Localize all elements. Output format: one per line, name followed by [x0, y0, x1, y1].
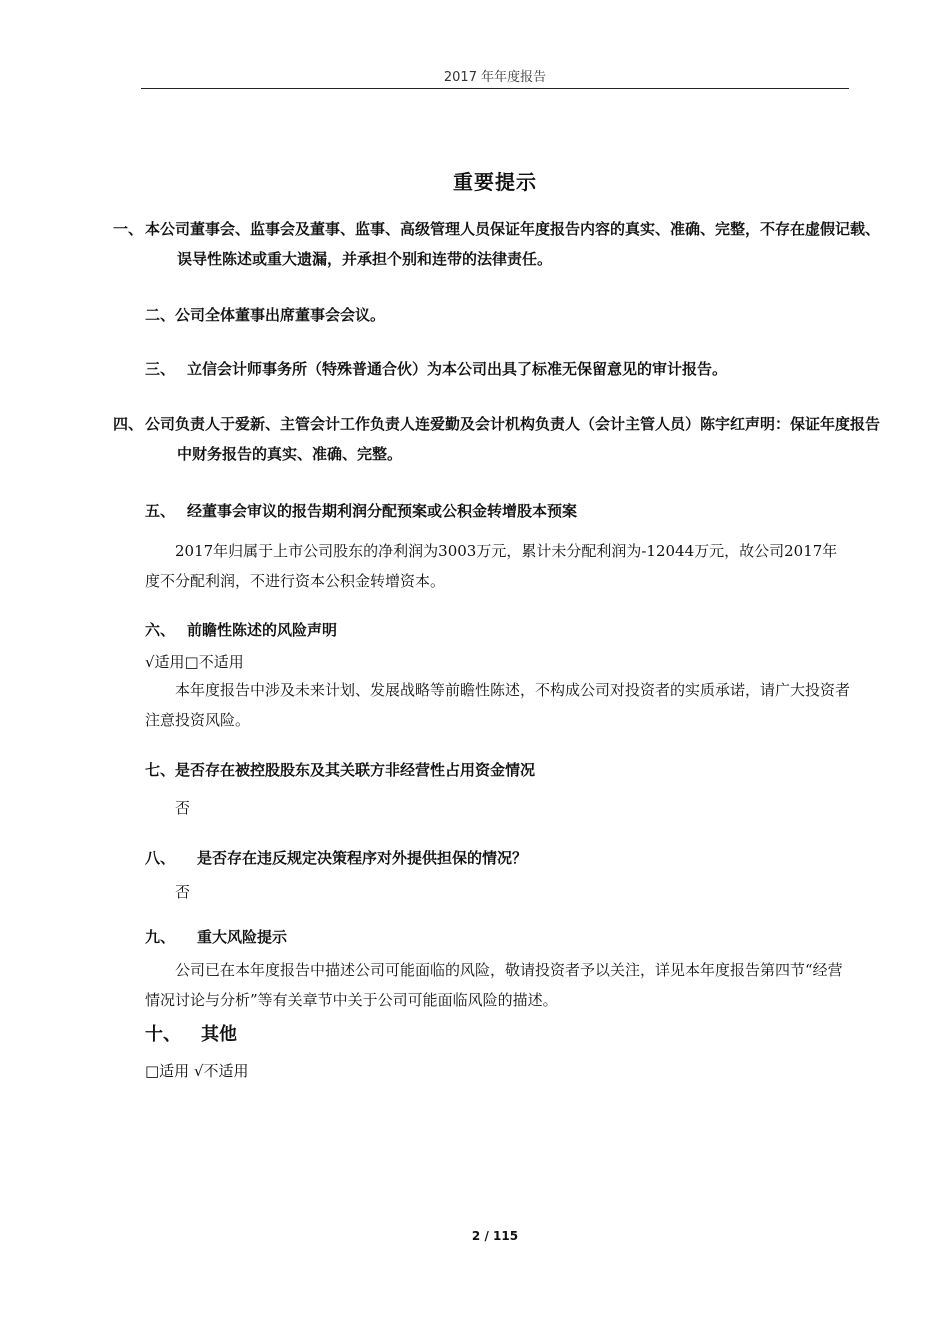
section-5-body: 2017年归属于上市公司股东的净利润为3003万元，累计未分配利润为-12044万元，故公司2017年度不分配利润，不进行资本公积金转增资本。 — [145, 542, 838, 590]
section-3-number: 三、 — [145, 360, 176, 378]
section-9-heading: 重大风险提示 — [197, 928, 288, 946]
section-6-applicability: √适用□不适用 — [145, 653, 244, 671]
section-2-number: 二、 — [145, 306, 176, 324]
section-10-heading: 其他 — [201, 1024, 237, 1045]
section-5-heading-row — [145, 496, 851, 526]
section-8-heading-row — [145, 843, 851, 873]
section-8-answer: 否 — [175, 883, 191, 901]
section-5-number: 五、 — [145, 502, 176, 520]
section-10-number: 十、 — [145, 1024, 181, 1045]
section-8-number: 八、 — [145, 849, 176, 867]
section-1: 一、 本公司董事会、监事会及董事、监事、高级管理人员保证年度报告内容的真实、准确、完整，不存在虚假记载、误导性陈述或重大遗漏，并承担个别和连带的法律责任。 — [113, 220, 881, 268]
section-7-number: 七、 — [145, 761, 176, 779]
section-3-text: 立信会计师事务所（特殊普通合伙）为本公司出具了标准无保留意见的审计报告。 — [187, 360, 728, 378]
section-6-heading-row — [145, 615, 851, 645]
section-5-heading: 经董事会审议的报告期利润分配预案或公积金转增股本预案 — [187, 502, 578, 520]
header-divider — [141, 88, 849, 89]
section-4-text: 公司负责人于爱新、主管会计工作负责人连爱勤及会计机构负责人（会计主管人员）陈宇红声明：保证年度报告中财务报告的真实、准确、完整。 — [145, 415, 881, 463]
section-10-applicability: □适用 √不适用 — [145, 1062, 249, 1080]
section-9-number: 九、 — [145, 928, 176, 946]
section-7-answer: 否 — [175, 799, 191, 817]
section-6-number: 六、 — [145, 621, 176, 639]
page-title: 重要提示 — [453, 170, 537, 194]
section-7-heading-row — [145, 755, 851, 785]
section-6-heading: 前瞻性陈述的风险声明 — [187, 621, 338, 639]
section-1-text: 本公司董事会、监事会及董事、监事、高级管理人员保证年度报告内容的真实、准确、完整，不存在虚假记载、误导性陈述或重大遗漏，并承担个别和连带的法律责任。 — [145, 220, 881, 268]
section-2 — [145, 300, 851, 330]
section-7-heading: 是否存在被控股股东及其关联方非经营性占用资金情况 — [175, 761, 536, 779]
page-number: 2 / 115 — [471, 1229, 519, 1243]
section-2-text: 公司全体董事出席董事会会议。 — [175, 306, 386, 324]
section-3 — [145, 354, 851, 384]
section-10-heading-row — [145, 1020, 851, 1050]
running-header: 2017 年年度报告 — [443, 70, 547, 85]
section-8-heading: 是否存在违反规定决策程序对外提供担保的情况？ — [197, 849, 528, 867]
section-6-body: 本年度报告中涉及未来计划、发展战略等前瞻性陈述，不构成公司对投资者的实质承诺，请广大投资者注意投资风险。 — [145, 681, 851, 729]
section-4: 四、 公司负责人于爱新、主管会计工作负责人连爱勤及会计机构负责人（会计主管人员）陈宇红声明：保证年度报告中财务报告的真实、准确、完整。 — [113, 415, 881, 463]
section-9-body: 公司已在本年度报告中描述公司可能面临的风险，敬请投资者予以关注，详见本年度报告第四节“经营情况讨论与分析”等有关章节中关于公司可能面临风险的描述。 — [145, 961, 843, 1009]
section-9-heading-row — [145, 922, 851, 952]
